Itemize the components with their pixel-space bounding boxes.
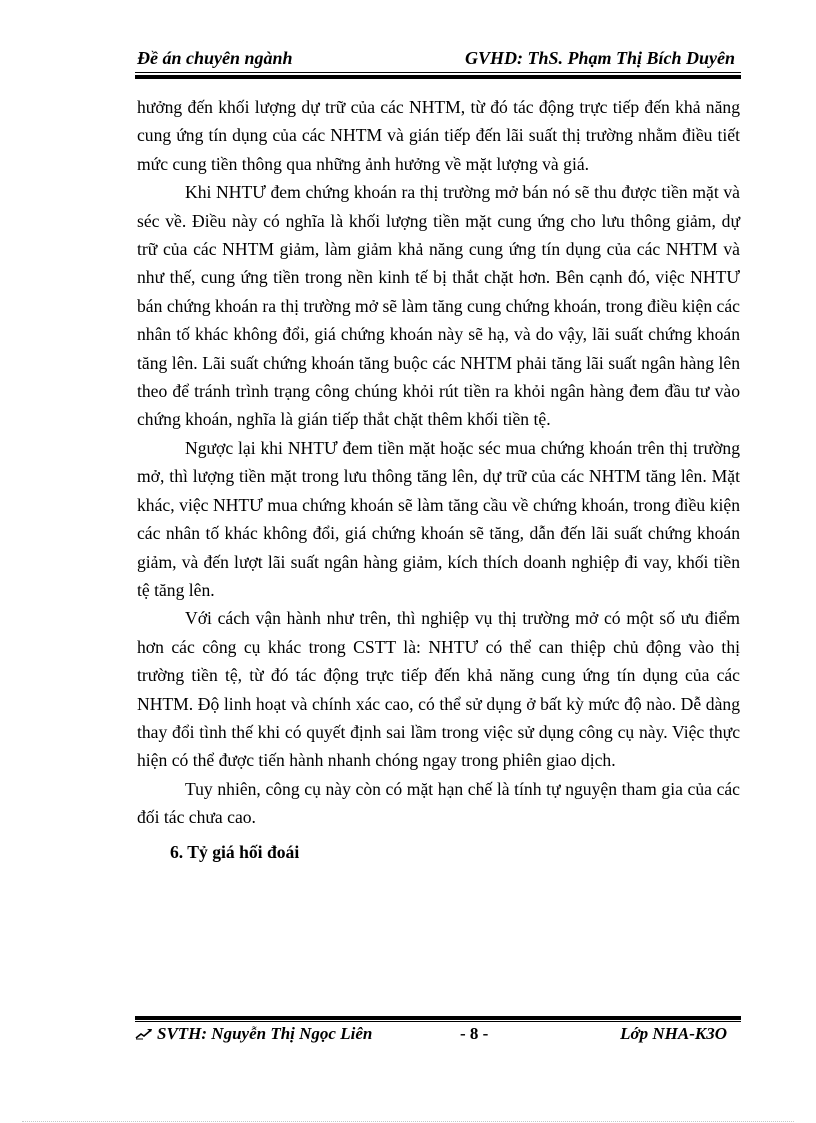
footer-rule-thin: [135, 1021, 741, 1022]
page-number: - 8 -: [460, 1024, 489, 1043]
header-supervisor: GVHD: ThS. Phạm Thị Bích Duyên: [464, 48, 735, 68]
footer-student: [135, 1024, 372, 1044]
paragraph-advantages: Với cách vận hành như trên, thì nghiệp vụ thị trường mở có một số ưu điểm hơn các công cụ khác trong CSTT là: NHTƯ có thể can thiệp chủ động vào thị trường tiền tệ, từ đó tác động trực tiếp đến khả năng cung ứng tín dụng của các NHTM. Độ linh hoạt và chính xác cao, có thể sử dụng ở bất kỳ mức độ nào. Dễ dàng thay đổi tình thế khi có quyết định sai lầm trong việc sử dụng công cụ này. Việc thực hiện có thể được tiến hành nhanh chóng ngay trong phiên giao dịch.: [137, 608, 740, 771]
pen-writing-icon: [135, 1028, 153, 1040]
footer-rule-thick: [135, 1016, 741, 1020]
paragraph-buying-securities: Ngược lại khi NHTƯ đem tiền mặt hoặc séc mua chứng khoán trên thị trường mở, thì lượng tiền mặt trong lưu thông tăng lên, dự trữ của các NHTM tăng lên. Mặt khác, việc NHTƯ mua chứng khoán sẽ làm tăng cầu về chứng khoán, trong điều kiện các nhân tố khác không đổi, giá chứng khoán sẽ tăng, dẫn đến lãi suất chứng khoán giảm, và đến lượt lãi suất ngân hàng giảm, kích thích doanh nghiệp đi vay, khối tiền tệ tăng lên.: [137, 437, 740, 600]
page-bottom-dotted-divider: [22, 1121, 794, 1122]
page-header: [135, 48, 740, 70]
paragraph-limitations: Tuy nhiên, công cụ này còn có mặt hạn chế là tính tự nguyện tham gia của các đối tác chưa cao.: [137, 778, 740, 828]
paragraph-selling-securities: Khi NHTƯ đem chứng khoán ra thị trường mở bán nó sẽ thu được tiền mặt và séc về. Điều này có nghĩa là khối lượng tiền mặt cung ứng cho lưu thông giảm, dự trữ của các NHTM giảm, làm giảm khả năng cung ứng tín dụng của các NHTM và như thế, cung ứng tiền trong nền kinh tế bị thắt chặt hơn. Bên cạnh đó, việc NHTƯ bán chứng khoán ra thị trường mở sẽ làm tăng cung chứng khoán, trong điều kiện các nhân tố khác không đổi, giá chứng khoán này sẽ hạ, và do vậy, lãi suất chứng khoán tăng lên. Lãi suất chứng khoán tăng buộc các NHTM phải tăng lãi suất ngân hàng lên theo để tránh trình trạng công chúng khỏi rút tiền ra khỏi ngân hàng đem đầu tư vào chứng khoán, nghĩa là gián tiếp thắt chặt thêm khối tiền tệ.: [137, 182, 740, 430]
header-rule-thin: [135, 72, 741, 73]
footer-student-name: SVTH: Nguyễn Thị Ngọc Liên: [157, 1024, 373, 1043]
header-document-title: Đề án chuyên ngành: [137, 48, 293, 68]
header-rule-thick: [135, 75, 741, 79]
page-footer: [135, 1024, 741, 1046]
page-body: [137, 93, 740, 866]
paragraph-continuation: hưởng đến khối lượng dự trữ của các NHTM, từ đó tác động trực tiếp đến khả năng cung ứng tín dụng của các NHTM và gián tiếp đến lãi suất thị trường nhằm điều tiết mức cung tiền thông qua những ảnh hưởng về mặt lượng và giá.: [137, 97, 740, 174]
footer-class: Lớp NHA-K3O: [620, 1024, 727, 1043]
section-heading: 6. Tỷ giá hối đoái: [170, 841, 300, 862]
